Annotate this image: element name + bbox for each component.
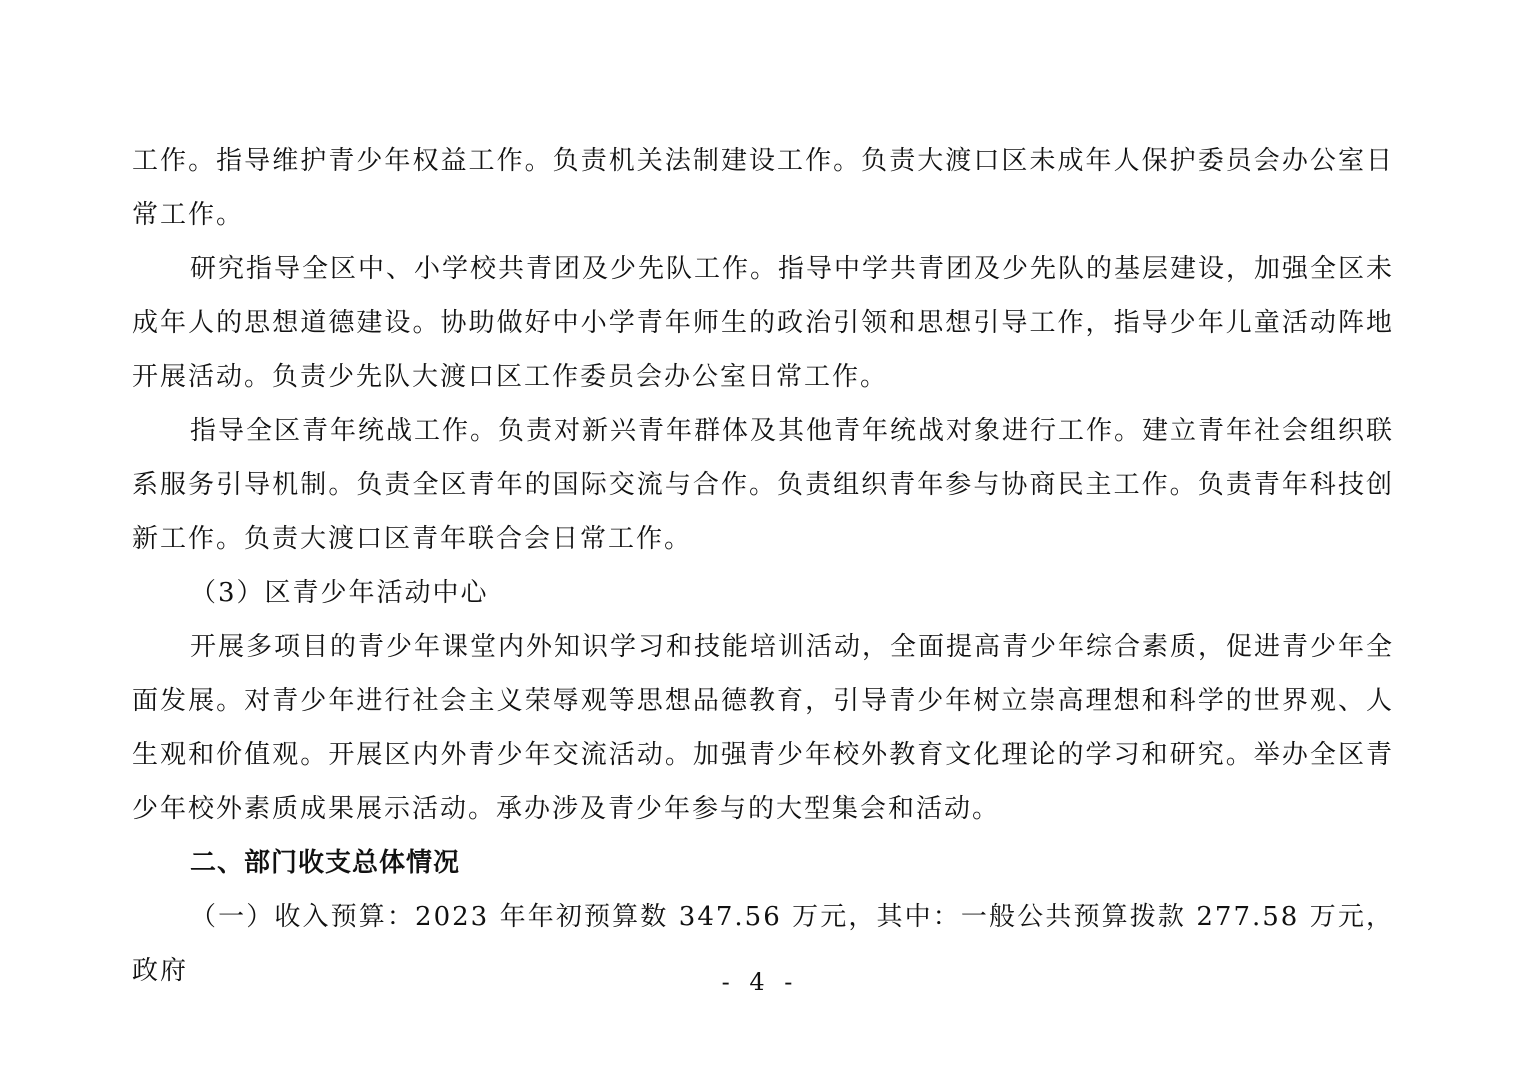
- paragraph-income-budget: （一）收入预算：2023 年年初预算数 347.56 万元，其中：一般公共预算拨款 277.58 万元，政府: [132, 902, 1394, 986]
- document-body: [132, 134, 1394, 998]
- page-number: - 4 -: [721, 968, 799, 996]
- paragraph-duties-continued: 工作。指导维护青少年权益工作。负责机关法制建设工作。负责大渡口区未成年人保护委员会办公室日常工作。: [132, 146, 1394, 230]
- paragraph-united-front-work: 指导全区青年统战工作。负责对新兴青年群体及其他青年统战对象进行工作。建立青年社会组织联系服务引导机制。负责全区青年的国际交流与合作。负责组织青年参与协商民主工作。负责青年科技创新工作。负责大渡口区青年联合会日常工作。: [132, 416, 1395, 554]
- paragraph-youth-center-duties: 开展多项目的青少年课堂内外知识学习和技能培训活动，全面提高青少年综合素质，促进青少年全面发展。对青少年进行社会主义荣辱观等思想品德教育，引导青少年树立崇高理想和科学的世界观、人生观和价值观。开展区内外青少年交流活动。加强青少年校外教育文化理论的学习和研究。举办全区青少年校外素质成果展示活动。承办涉及青少年参与的大型集会和活动。: [132, 632, 1395, 824]
- section-heading-budget-overview: 二、部门收支总体情况: [190, 848, 461, 878]
- paragraph-school-league-work: 研究指导全区中、小学校共青团及少先队工作。指导中学共青团及少先队的基层建设，加强全区未成年人的思想道德建设。协助做好中小学青年师生的政治引领和思想引导工作，指导少年儿童活动阵地开展活动。负责少先队大渡口区工作委员会办公室日常工作。: [132, 254, 1395, 392]
- section-subheading-youth-center: （3）区青少年活动中心: [190, 578, 489, 608]
